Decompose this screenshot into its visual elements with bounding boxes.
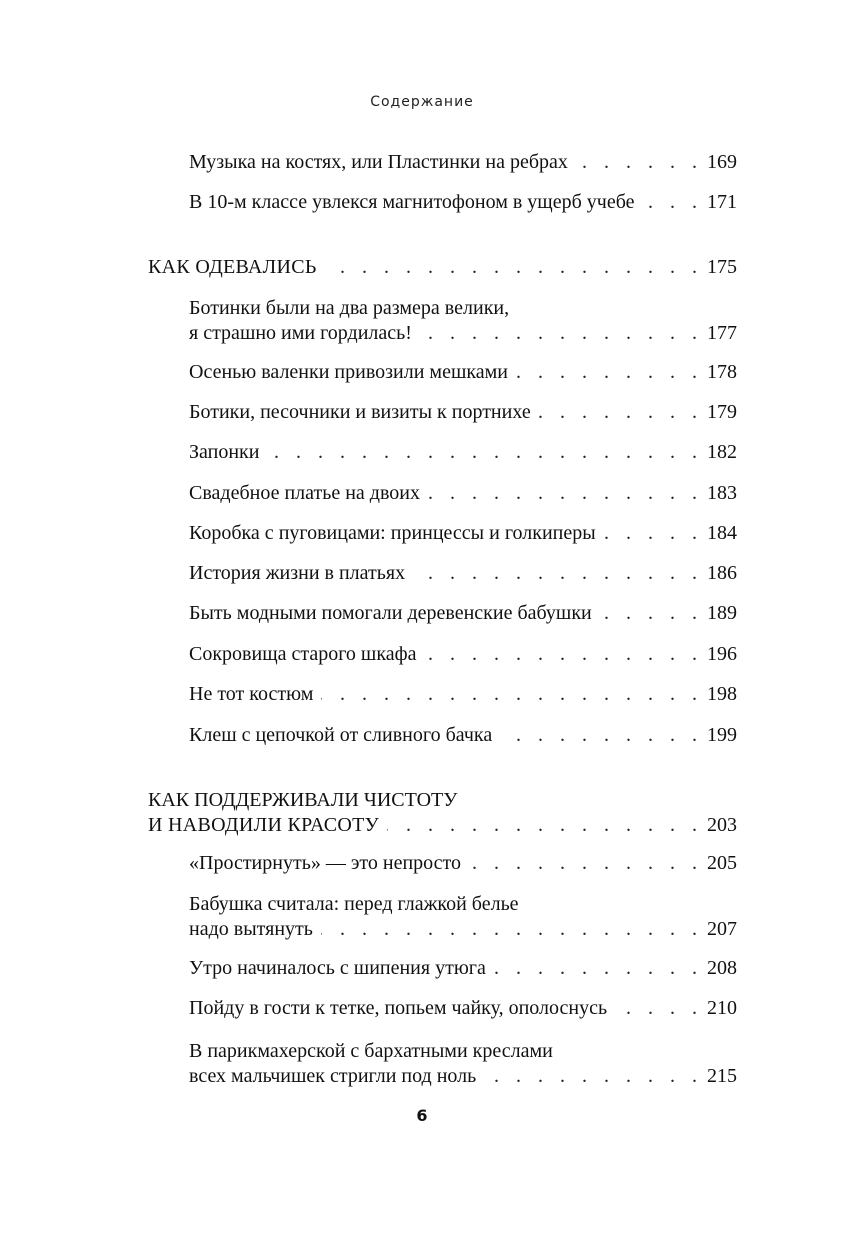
toc-entry[interactable] [189,996,737,1021]
toc-entry[interactable] [189,892,737,942]
dot-leader [321,917,703,942]
toc-entry-title: История жизни в платьях [189,562,406,584]
toc-section[interactable] [148,255,737,280]
dot-leader [642,190,703,215]
toc-entry-title-line1: В парикмахерской с бархатными креслами [189,1040,553,1062]
toc-entry-title: Быть модными помогали деревенские бабушки [189,602,592,624]
dot-leader [500,723,703,748]
toc-entry-page: 186 [707,562,737,584]
toc-entry-title: Запонки [189,441,260,463]
dot-leader [469,851,703,876]
toc-entry[interactable] [189,956,737,981]
toc-entry[interactable] [189,682,737,707]
toc-entry-page: 210 [707,997,737,1019]
dot-leader [321,682,703,707]
dot-leader [615,996,703,1021]
toc-entry[interactable] [189,642,737,667]
toc-entry[interactable] [189,190,737,215]
toc-entry-title: «Простирнуть» — это непросто [189,852,462,874]
toc-entry-page: 189 [707,602,737,624]
toc-section-page: 175 [707,256,737,278]
dot-leader [576,150,703,175]
dot-leader [267,440,703,465]
dot-leader [424,642,703,667]
toc-entry-page: 182 [707,441,737,463]
toc-entry-title: всех мальчишек стригли под ноль [189,1065,477,1087]
page-number: 6 [416,1106,428,1125]
toc-entry[interactable] [189,1039,737,1089]
toc-entry-title: Осенью валенки привозили мешками [189,361,509,383]
toc-entry-title: Сокровища старого шкафа [189,643,417,665]
toc-section-title: И НАВОДИЛИ КРАСОТУ [148,814,380,836]
toc-entry-page: 183 [707,482,737,504]
toc-entry-title: Не тот костюм [189,683,314,705]
toc-section-title-line1: КАК ПОДДЕРЖИВАЛИ ЧИСТОТУ [148,789,458,811]
toc-entry-title: Музыка на костях, или Пластинки на ребрах [189,151,568,173]
dot-leader [420,321,703,346]
toc-entry-title: надо вытянуть [189,918,313,940]
dot-leader [516,360,703,385]
dot-leader [325,255,703,280]
toc-entry-title: Пойду в гости к тетке, попьем чайку, ополоснусь [189,997,608,1019]
toc-entry-page: 207 [707,918,737,940]
toc-entry[interactable] [189,851,737,876]
toc-entry-title: Утро начиналось с шипения утюга [189,957,486,979]
toc-entry-title: Коробка с пуговицами: принцессы и голкиперы [189,522,596,544]
toc-entry-page: 171 [707,191,737,213]
toc-entry[interactable] [189,561,737,586]
dot-leader [539,400,703,425]
running-title: Содержание [370,94,474,110]
toc-entry-title: Ботики, песочники и визиты к портнихе [189,401,531,423]
dot-leader [600,601,703,626]
toc-entry[interactable] [189,360,737,385]
dot-leader [484,1064,703,1089]
toc-entry[interactable] [189,440,737,465]
dot-leader [428,481,703,506]
toc-entry-page: 205 [707,852,737,874]
toc-entry-page: 169 [707,151,737,173]
toc-entry-title: В 10-м классе увлекся магнитофоном в ущерб учебе [189,191,635,213]
toc-entry-title: Клеш с цепочкой от сливного бачка [189,724,493,746]
toc-entry[interactable] [189,296,737,346]
toc-entry-page: 177 [707,322,737,344]
toc-entry-title: я страшно ими гордилась! [189,322,412,344]
toc-entry-title: Свадебное платье на двоих [189,482,420,504]
toc-section[interactable] [148,788,737,838]
toc-entry-page: 208 [707,957,737,979]
toc-entry-page: 199 [707,724,737,746]
toc-section-title: КАК ОДЕВАЛИСЬ [148,256,317,278]
dot-leader [604,521,703,546]
toc-entry-page: 198 [707,683,737,705]
toc-entry-page: 196 [707,643,737,665]
toc-entry[interactable] [189,481,737,506]
toc-entry-page: 184 [707,522,737,544]
toc-entry[interactable] [189,723,737,748]
toc-entry-page: 178 [707,361,737,383]
toc-entry-page: 179 [707,401,737,423]
toc-entry[interactable] [189,150,737,175]
toc-entry[interactable] [189,521,737,546]
toc-entry-title-line1: Ботинки были на два размера велики, [189,297,510,319]
dot-leader [413,561,703,586]
toc-entry-title-line1: Бабушка считала: перед глажкой белье [189,893,519,915]
dot-leader [494,956,703,981]
toc-entry-page: 215 [707,1065,737,1087]
toc-entry[interactable] [189,601,737,626]
dot-leader [387,813,703,838]
toc-section-page: 203 [707,814,737,836]
toc-entry[interactable] [189,400,737,425]
